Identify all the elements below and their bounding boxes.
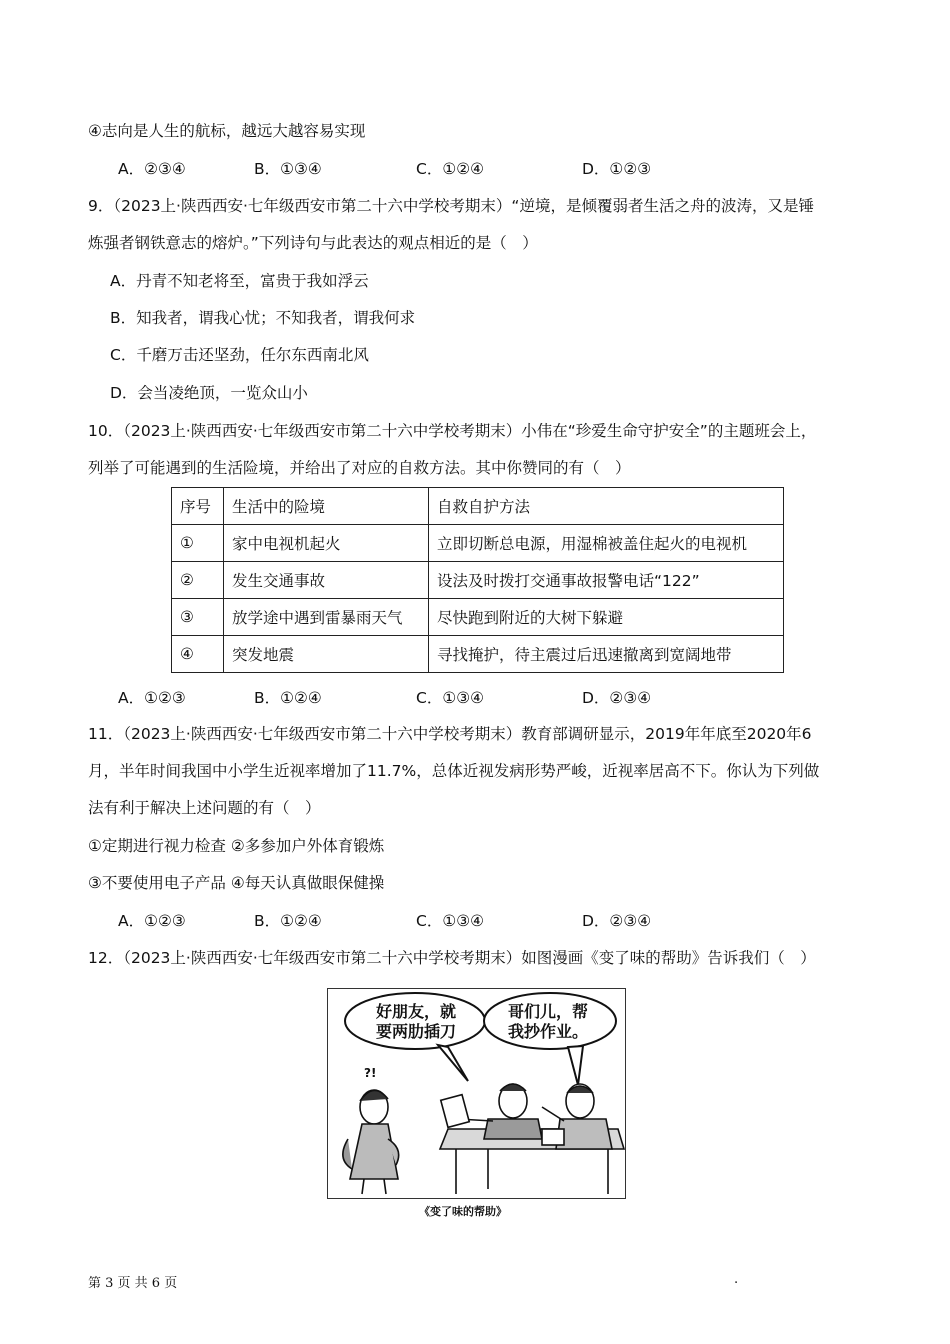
q8-choice-a: A．②③④ [118,160,186,178]
q12-stem: 12．（2023上·陕西西安·七年级西安市第二十六中学校考期末）如图漫画《变了味的帮助》告诉我们（ ） [88,949,816,967]
bubble-right-line2: 我抄作业。 [508,1022,589,1041]
table-row [172,636,784,673]
table-header-cell: 序号 [172,488,224,525]
q11-choice-c: C．①③④ [416,912,485,930]
q8-choice-c: C．①②④ [416,160,485,178]
table-row [172,525,784,562]
speech-bubble-tail-left [438,1045,468,1081]
q9-option-a: A．丹青不知老将至，富贵于我如浮云 [110,272,369,290]
table-cell: 寻找掩护，待主震过后迅速撤离到宽阔地带 [429,636,784,673]
q10-choice-b: B．①②④ [254,689,322,707]
bubble-left-line2: 要两肋插刀 [376,1022,457,1041]
page-number: 第 3 页 共 6 页 [88,1276,178,1291]
boy-pointing-figure [542,1084,612,1149]
table-cell: ① [172,525,224,562]
q9-stem-line1: 9．（2023上·陕西西安·七年级西安市第二十六中学校考期末）“逆境，是倾覆弱者生活之舟的波涛，又是锤 [88,197,814,215]
q11-options-3-4: ③不要使用电子产品 ④每天认真做眼保健操 [88,874,385,892]
cartoon-image [327,988,626,1199]
table-cell: 发生交通事故 [224,562,429,599]
bubble-left-line1: 好朋友，就 [376,1002,457,1021]
student-figure [343,1066,399,1194]
table-cell: 尽快跑到附近的大树下躲避 [429,599,784,636]
q9-option-b: B．知我者，谓我心忧；不知我者，谓我何求 [110,309,416,327]
table-cell: ② [172,562,224,599]
q8-choice-b: B．①③④ [254,160,322,178]
table-header-cell: 生活中的险境 [224,488,429,525]
table-cell: 设法及时拨打交通事故报警电话“122” [429,562,784,599]
table-header-row [172,488,784,525]
table-cell: 突发地震 [224,636,429,673]
table-cell: ③ [172,599,224,636]
q11-stem-line3: 法有利于解决上述问题的有（ ） [88,799,321,817]
q10-stem-line1: 10．（2023上·陕西西安·七年级西安市第二十六中学校考期末）小伟在“珍爱生命守护安全”的主题班会上， [88,422,817,440]
q8-option-4: ④志向是人生的航标，越远大越容易实现 [88,122,366,140]
q11-stem-line1: 11．（2023上·陕西西安·七年级西安市第二十六中学校考期末）教育部调研显示，2019年年底至2020年6 [88,725,812,743]
q10-choice-d: D．②③④ [582,689,652,707]
table-row [172,599,784,636]
q10-choice-c: C．①③④ [416,689,485,707]
q8-choice-d: D．①②③ [582,160,652,178]
q11-choice-b: B．①②④ [254,912,322,930]
q11-choice-a: A．①②③ [118,912,186,930]
q10-choice-a: A．①②③ [118,689,186,707]
confused-mark: ?! [364,1066,377,1080]
q11-choice-d: D．②③④ [582,912,652,930]
q10-stem-line2: 列举了可能遇到的生活险境，并给出了对应的自救方法。其中你赞同的有（ ） [88,459,631,477]
q9-option-d: D．会当凌绝顶，一览众山小 [110,384,308,402]
risk-table [171,487,784,673]
table-header-cell: 自救自护方法 [429,488,784,525]
speech-bubble-tail-right [568,1046,583,1085]
q9-option-c: C．千磨万击还坚劲，任尔东西南北风 [110,346,369,364]
table-row [172,562,784,599]
table-cell: 立即切断总电源，用湿棉被盖住起火的电视机 [429,525,784,562]
q11-stem-line2: 月，半年时间我国中小学生近视率增加了11.7%，总体近视发病形势严峻，近视率居高不下。你认为下列做 [88,762,820,780]
table-cell: 家中电视机起火 [224,525,429,562]
q11-options-1-2: ①定期进行视力检查 ②多参加户外体育锻炼 [88,837,385,855]
table-cell: 放学途中遇到雷暴雨天气 [224,599,429,636]
cartoon-illustration [328,989,625,1198]
q9-stem-line2: 炼强者钢铁意志的熔炉。”下列诗句与此表达的观点相近的是（ ） [88,234,538,252]
bubble-right-line1: 哥们儿，帮 [508,1002,589,1021]
footer-dot: . [734,1272,739,1287]
table-cell: ④ [172,636,224,673]
cartoon-caption: 《变了味的帮助》 [419,1205,507,1218]
